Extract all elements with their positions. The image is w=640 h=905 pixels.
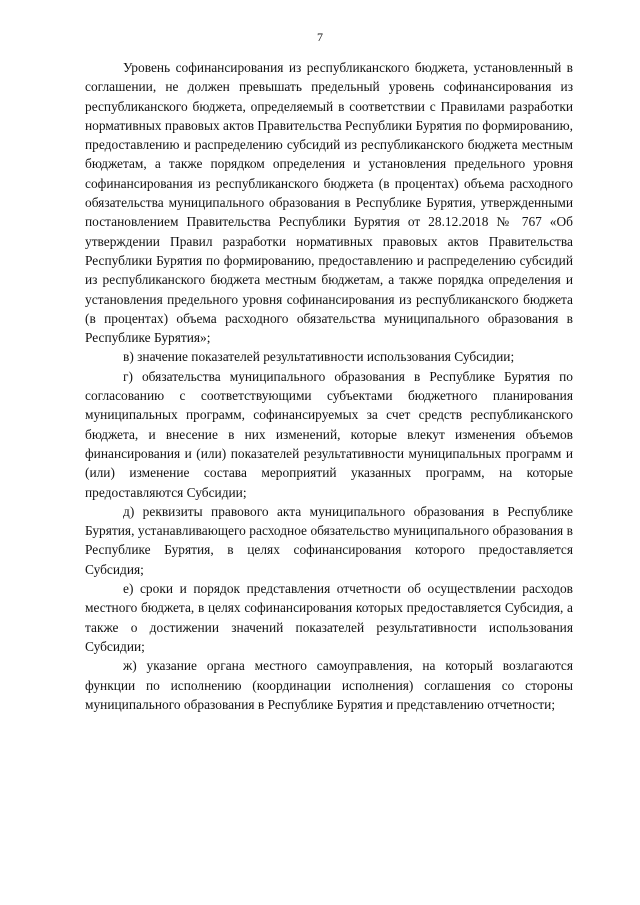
paragraph-item-g: г) обязательства муниципального образования в Республике Бурятия по согласованию с соответствующими субъектами бюджетного планирования муниципальных программ, софинансируемых за счет средств республиканского бюджета, и внесение в них изменений, которые влекут изменения объемов финансирования и (или) показателей результативности муниципальных программ и (или) изменение состава мероприятий указанных программ, на которые предоставляются Субсидии; [85,368,573,500]
paragraph-cofinancing-level: Уровень софинансирования из республиканского бюджета, установленный в соглашении, не должен превышать предельный уровень софинансирования из республиканского бюджета, определяемый в соответствии с Правилами разработки нормативных правовых актов Правительства Республики Бурятия по формированию, предоставлению и распределению субсидий из республиканского бюджета местным бюджетам, а также порядком определения и установления предельного уровня софинансирования из республиканского бюджета (в процентах) объема расходного обязательства муниципального образования в Республике Бурятия, утвержденными постановлением Правительства Республики Бурятия от 28.12.2018 № 767 «Об утверждении Правил разработки нормативных правовых актов Правительства Республики Бурятия по формированию, предоставлению и распределению субсидий из республиканского бюджета местным бюджетам, а также порядка определения и установления предельного уровня софинансирования из республиканского бюджета (в процентах) объема расходного обязательства муниципального образования в Республике Бурятия»; [85,60,573,346]
paragraph-item-e: е) сроки и порядок представления отчетности об осуществлении расходов местного бюджета, в целях софинансирования которых предоставляется Субсидия, а также о достижении значений показателей результативности использования Субсидии; [85,581,573,654]
paragraph-item-zh: ж) указание органа местного самоуправления, на который возлагаются функции по исполнению (координации исполнения) соглашения со стороны муниципального образования в Республике Бурятия и представлению отчетности; [85,658,573,712]
paragraph-item-d: д) реквизиты правового акта муниципального образования в Республике Бурятия, устанавливающего расходное обязательство муниципального образования в Республике Бурятия, в целях софинансирования которого предоставляется Субсидия; [85,503,573,577]
paragraph-item-v: в) значение показателей результативности использования Субсидии; [123,349,515,365]
document-body [85,58,573,714]
page-number: 7 [317,30,323,44]
